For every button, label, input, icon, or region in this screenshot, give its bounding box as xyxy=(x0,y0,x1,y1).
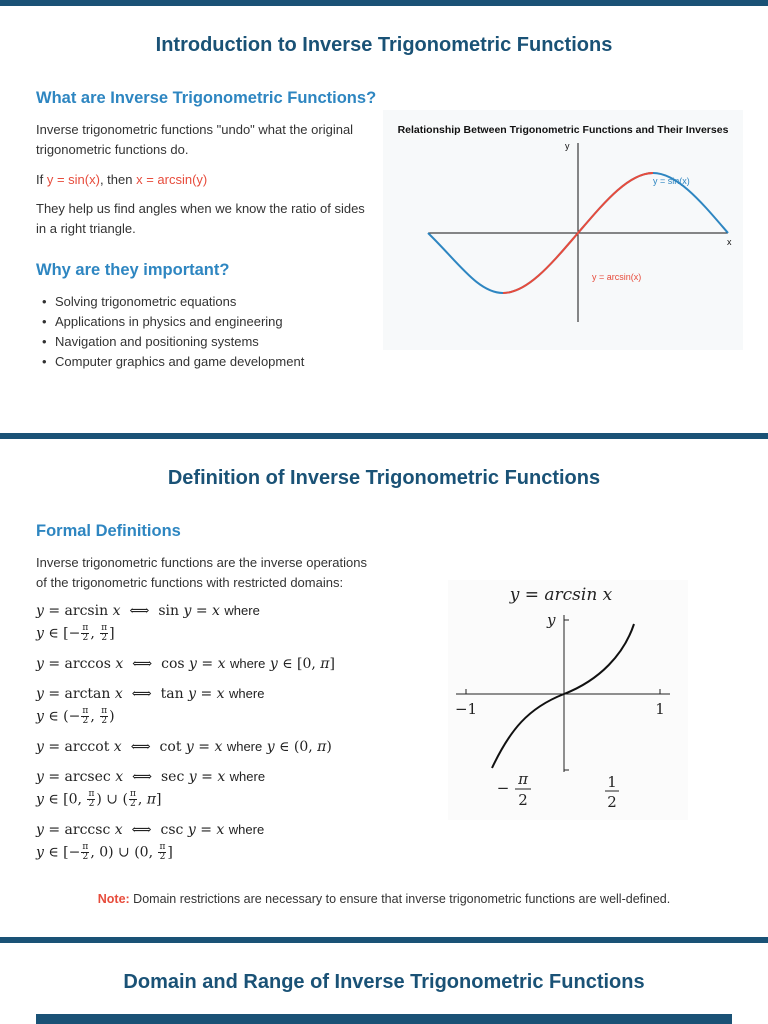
section-divider xyxy=(0,433,768,439)
x-tick-label-pos: 1 xyxy=(655,700,665,718)
y-pos-label-den: 2 xyxy=(607,793,617,811)
figure-background xyxy=(448,580,688,820)
list-item: • Computer graphics and game development xyxy=(36,352,304,372)
arccsc-range: y ∈ [− $\frac{\pi}{2}$ , 0) ∪ (0, $\frac{\pi}{2}$ ] xyxy=(36,842,173,862)
domain-range-table-header xyxy=(36,1014,732,1024)
section1-title: Introduction to Inverse Trigonometric Functions xyxy=(155,34,613,56)
sin-curve-left xyxy=(428,233,578,293)
section-divider xyxy=(0,937,768,943)
x-tick-label-neg: −1 xyxy=(454,700,478,718)
section3-title: Domain and Range of Inverse Trigonometric Functions xyxy=(123,971,645,993)
arccos-definition: y = arccos x ⟺ cos y = x where y ∈ [0, π] xyxy=(36,656,335,672)
what-heading: What are Inverse Trigonometric Functions? xyxy=(36,89,377,107)
note-label: Note: xyxy=(97,892,130,906)
formal-heading: Formal Definitions xyxy=(36,522,181,540)
arcsin-range: y ∈ [− $\frac{\pi}{2}$ , $\frac{\pi}{2}$ ] xyxy=(36,623,115,643)
y-neg-sign: − xyxy=(496,779,510,797)
arcsin-definition: y = arcsin x ⟺ sin y = x where xyxy=(36,603,260,619)
if-equation-sin: y = sin(x) xyxy=(46,172,100,187)
arcsin-label: y = arcsin(x) xyxy=(592,272,642,282)
y-axis-label: y xyxy=(565,141,570,151)
if-equation-arcsin: x = arcsin(y) xyxy=(136,172,208,187)
y-neg-label-den: 2 xyxy=(518,791,528,809)
where-word: where xyxy=(229,686,265,701)
if-then: , then xyxy=(99,172,137,187)
arcsin-figure xyxy=(448,580,688,820)
where-word: where xyxy=(226,739,263,754)
y-pos-label-num: 1 xyxy=(607,773,617,791)
where-word: where xyxy=(229,656,266,671)
arctan-range: y ∈ (− $\frac{\pi}{2}$ , $\frac{\pi}{2}$ ) xyxy=(36,706,115,726)
definitions-intro: Inverse trigonometric functions are the inverse operations of the trigonometric functions with restricted domains: xyxy=(36,555,367,590)
arcsec-range: y ∈ [0, $\frac{\pi}{2}$ ) ∪ ( $\frac{\pi}{2}$ , π] xyxy=(36,789,162,809)
list-item: • Navigation and positioning systems xyxy=(36,332,304,352)
arccot-definition: y = arccot x ⟺ cot y = x where y ∈ (0, π) xyxy=(36,739,332,755)
y-axis-label: y xyxy=(547,611,556,629)
if-then-line xyxy=(36,170,376,190)
list-item: • Applications in physics and engineering xyxy=(36,312,304,332)
where-word: where xyxy=(228,822,265,837)
sin-label: y = sin(x) xyxy=(653,176,690,186)
arctan-definition: y = arctan x ⟺ tan y = x where xyxy=(36,686,265,702)
if-prefix: If xyxy=(36,172,47,187)
list-item: • Solving trigonometric equations xyxy=(36,292,304,312)
section2-title: Definition of Inverse Trigonometric Functions xyxy=(167,467,601,489)
y-neg-label-num: π xyxy=(518,770,528,788)
arcsec-definition: y = arcsec x ⟺ sec y = x where xyxy=(36,769,266,785)
where-word: where xyxy=(224,603,260,618)
figure-title: Relationship Between Trigonometric Functions and Their Inverses xyxy=(397,124,729,136)
arcsin-figure-title: y = arcsin x xyxy=(509,585,613,605)
arccsc-definition: y = arccsc x ⟺ csc y = x where xyxy=(36,822,265,838)
domain-note xyxy=(0,892,768,906)
help-text: They help us find angles when we know the ratio of sides in a right triangle. xyxy=(36,201,365,236)
section-divider-top xyxy=(0,0,768,6)
why-heading: Why are they important? xyxy=(36,261,230,279)
x-axis-label: x xyxy=(727,237,732,247)
relationship-plot xyxy=(383,110,743,350)
intro-text: Inverse trigonometric functions "undo" what the original trigonometric functions do. xyxy=(36,122,354,157)
note-text: Domain restrictions are necessary to ensure that inverse trigonometric functions are well-defined. xyxy=(129,892,671,906)
relationship-figure xyxy=(383,110,743,350)
where-word: where xyxy=(229,769,266,784)
importance-list xyxy=(36,292,304,372)
